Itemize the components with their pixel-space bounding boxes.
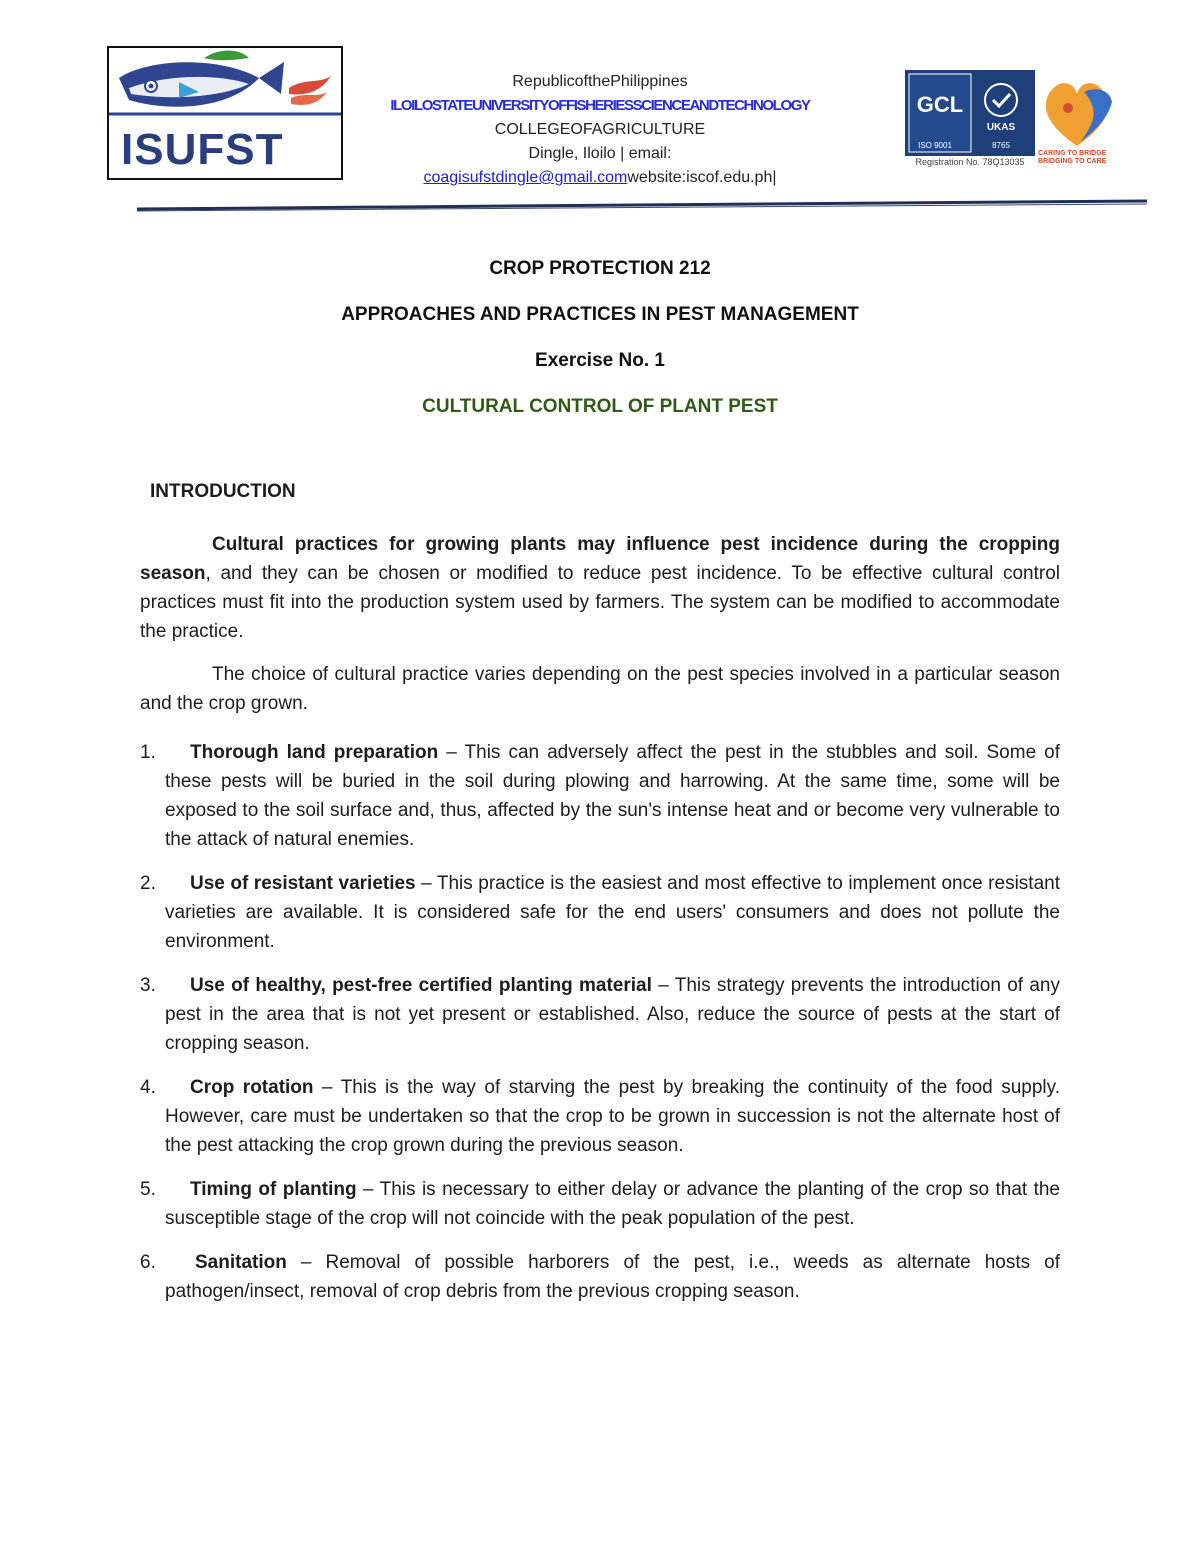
item-term: Crop rotation (190, 1077, 314, 1098)
item-text: – This is the way of starving the pest by breaking the continuity of the food supply. However, care must be undertaken so that the crop to be grown in succession is not the alternate host of the pest attacking the crop grown during the previous season. (165, 1077, 1060, 1156)
email-link[interactable]: coagisufstdingle@gmail.com (423, 169, 628, 186)
item-number: 6. (140, 1252, 156, 1273)
list-item (140, 738, 1060, 854)
isufst-logo (107, 46, 343, 180)
letterhead (0, 0, 1200, 215)
intro-rest: , and they can be chosen or modified to reduce pest incidence. To be effective cultural control practices must fit into the production system used by farmers. The system can be modified to accommodate the practice. (140, 563, 1060, 642)
item-number: 3. (140, 975, 156, 996)
item-number: 1. (140, 742, 156, 763)
section-heading: INTRODUCTION (150, 481, 296, 502)
cert-num-text: 8765 (992, 141, 1010, 150)
choice-paragraph: The choice of cultural practice varies depending on the pest species involved in a particular season and the crop grown. (140, 664, 1060, 714)
item-text: – This can adversely affect the pest in the stubbles and soil. Some of these pests will be buried in the soil during plowing and harrowing. At the same time, some will be exposed to the soil surface and, thus, affected by the sun's intense heat and or become very vulnerable to the attack of natural enemies. (165, 742, 1061, 850)
list-item (140, 869, 1060, 956)
website-text: website:iscof.edu.ph| (627, 169, 777, 186)
republic-line: RepublicofthePhilippines (512, 73, 688, 90)
item-number: 4. (140, 1077, 156, 1098)
header-rule (137, 198, 1147, 212)
list-item (140, 1175, 1060, 1233)
contact-line (350, 166, 850, 190)
topic-title: APPROACHES AND PRACTICES IN PEST MANAGEMENT (341, 304, 859, 325)
list-item (140, 1073, 1060, 1160)
care-slogan: CARING TO BRIDGE BRIDGING TO CARE (1038, 150, 1107, 165)
exercise-number: Exercise No. 1 (535, 350, 665, 371)
address-line: Dingle, Iloilo | email: (528, 145, 672, 162)
intro-paragraph (140, 530, 1060, 646)
item-text: – Removal of possible harborers of the pest, i.e., weeds as alternate hosts of pathogen/insect, removal of crop debris from the previous cropping season. (165, 1252, 1060, 1302)
document-title-block (0, 250, 1200, 434)
subject-title: CULTURAL CONTROL OF PLANT PEST (422, 396, 778, 417)
document-body (140, 478, 1060, 1321)
cert-registration: Registration No. 78Q13035 (915, 157, 1025, 167)
item-term: Use of healthy, pest-free certified planting material (190, 975, 652, 996)
cert-gcl-text: GCL (916, 92, 964, 117)
institution-info (350, 70, 850, 190)
logo-wordmark: ISUFST (121, 125, 284, 174)
college-name: COLLEGEOFAGRICULTURE (494, 121, 706, 138)
item-text: – This strategy prevents the introduction of any pest in the area that is not yet present or established. Also, reduce the source of pests at the start of cropping season. (165, 975, 1060, 1054)
item-number: 2. (140, 873, 156, 894)
university-name: ILOILOSTATEUNIVERSITYOFFISHERIESSCIENCEANDTECHNOLOGY (390, 97, 810, 114)
item-number: 5. (140, 1179, 156, 1200)
item-text: – This practice is the easiest and most effective to implement once resistant varieties are available. It is considered safe for the end users' consumers and does not pollute the environment. (165, 873, 1060, 952)
practice-list (140, 738, 1060, 1306)
intro-lead: Cultural practices for growing plants may influence pest incidence during the cropping season (140, 534, 1060, 584)
list-item (140, 971, 1060, 1058)
cert-ukas-text: UKAS (986, 122, 1016, 133)
item-term: Timing of planting (190, 1179, 357, 1200)
item-term: Thorough land preparation (190, 742, 439, 763)
cert-iso-text: ISO 9001 (918, 141, 952, 150)
item-term: Use of resistant varieties (190, 873, 416, 894)
list-item (140, 1248, 1060, 1306)
item-term: Sanitation (195, 1252, 287, 1273)
item-text: – This is necessary to either delay or advance the planting of the crop so that the susceptible stage of the crop will not coincide with the peak population of the pest. (165, 1179, 1060, 1229)
course-title: CROP PROTECTION 212 (489, 258, 711, 279)
